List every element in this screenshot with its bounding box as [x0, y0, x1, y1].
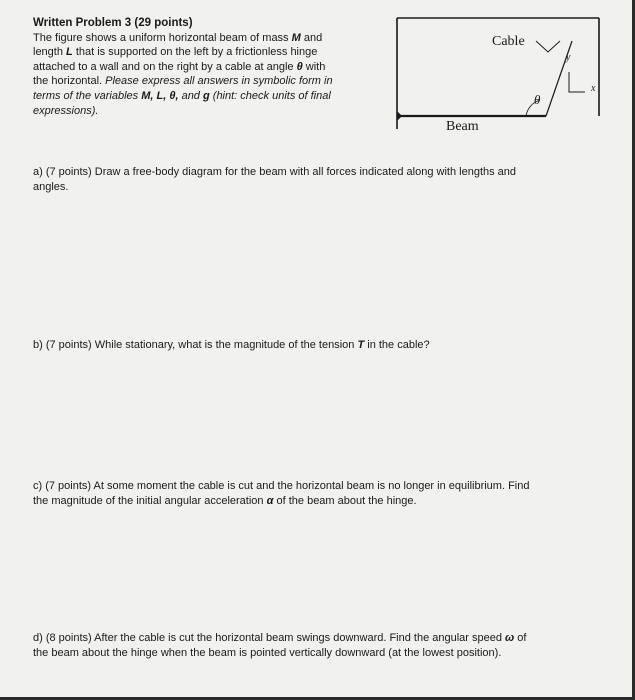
question-d	[33, 631, 618, 660]
question-b	[33, 338, 608, 353]
problem-intro	[33, 16, 388, 118]
var-alpha: α	[266, 494, 274, 507]
question-a	[33, 165, 608, 194]
question-c	[33, 479, 618, 508]
question-text: the magnitude of the initial angular acceleration	[33, 494, 267, 507]
cable-label: Cable	[492, 34, 525, 49]
var-gravity: g	[202, 89, 210, 102]
intro-instruction: and	[178, 89, 203, 102]
intro-text: and	[300, 31, 323, 44]
intro-instruction: (hint: check units of final	[209, 89, 331, 102]
question-text: b) (7 points) While stationary, what is the magnitude of the tension	[33, 339, 358, 351]
diagram-drawing	[388, 8, 618, 143]
var-mass: M	[291, 31, 301, 44]
angle-label: θ	[534, 92, 541, 107]
var-omega: ω	[505, 632, 515, 644]
question-text: of	[514, 632, 527, 644]
intro-instruction: expressions).	[33, 104, 99, 117]
question-text: in the cable?	[364, 339, 430, 351]
intro-instruction: terms of the variables	[33, 89, 142, 102]
beam-label: Beam	[446, 119, 479, 134]
question-text: c) (7 points) At some moment the cable is cut and the horizontal beam is no longer in equilibrium. Find	[33, 480, 530, 492]
intro-text: length	[33, 46, 67, 59]
intro-text: that is supported on the left by a frictionless hinge	[72, 46, 318, 59]
question-text: d) (8 points) After the cable is cut the horizontal beam swings downward. Find the angular speed	[33, 632, 506, 644]
cable-leader	[536, 41, 560, 52]
intro-instruction: Please express all answers in symbolic form in	[105, 75, 333, 88]
question-text: the beam about the hinge when the beam is pointed vertically downward (at the lowest position).	[33, 646, 502, 659]
var-list: M, L, θ,	[141, 89, 179, 102]
question-text: a) (7 points) Draw a free-body diagram for the beam with all forces indicated along with lengths and	[33, 166, 517, 178]
question-text: of the beam about the hinge.	[273, 494, 417, 507]
var-angle: θ	[296, 60, 303, 73]
beam-cable-diagram	[388, 8, 618, 143]
var-tension: T	[357, 339, 365, 351]
coordinate-axes	[569, 72, 585, 92]
intro-text: The figure shows a uniform horizontal beam of mass	[33, 31, 292, 44]
intro-text: the horizontal.	[33, 75, 106, 88]
var-length: L	[66, 46, 73, 59]
x-axis-label: x	[591, 83, 596, 94]
intro-text: attached to a wall and on the right by a cable at angle	[33, 60, 297, 73]
question-text: angles.	[33, 180, 69, 193]
hinge	[397, 111, 402, 121]
y-axis-label: y	[566, 52, 571, 63]
intro-text: with	[302, 60, 326, 73]
problem-title: Written Problem 3 (29 points)	[33, 17, 193, 29]
